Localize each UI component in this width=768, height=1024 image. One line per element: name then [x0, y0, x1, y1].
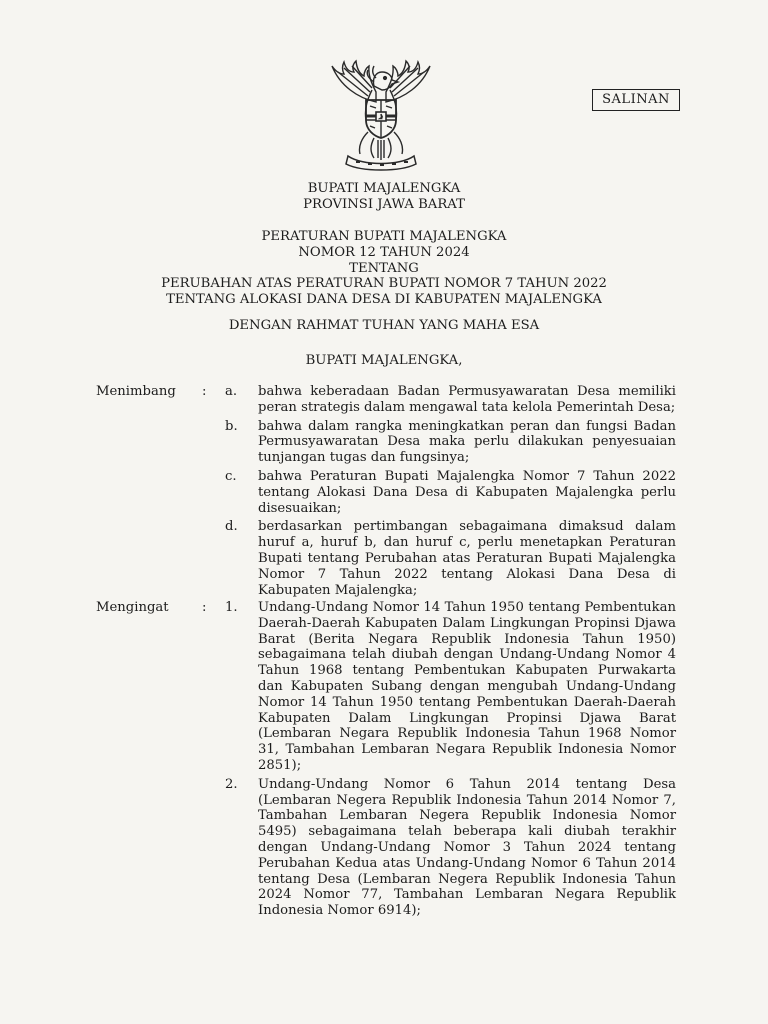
item-number: a. [225, 384, 238, 399]
mengingat-colon: : [202, 600, 207, 615]
authority [0, 353, 768, 369]
mengingat-item [96, 600, 676, 774]
menimbang-item [96, 419, 676, 466]
header-line-1: BUPATI MAJALENGKA [307, 181, 461, 196]
salinan-stamp: SALINAN [592, 89, 680, 111]
item-number: d. [225, 519, 238, 535]
header-line-2: PROVINSI JAWA BARAT [303, 196, 465, 212]
item-number: 2. [225, 776, 238, 792]
item-number: b. [225, 418, 238, 434]
mengingat-label: Mengingat [96, 600, 169, 615]
title-line-1: PERATURAN BUPATI MAJALENGKA [261, 229, 507, 244]
item-text: bahwa dalam rangka meningkatkan peran dan fungsi Badan Permusyawaratan Desa maka perlu dilakukan penyesuaian tunjangan tugas dan fungsinya; [258, 418, 676, 466]
menimbang-label: Menimbang [96, 384, 176, 399]
item-text: bahwa Peraturan Bupati Majalengka Nomor 7 Tahun 2022 tentang Alokasi Dana Desa di Kabupaten Majalengka perlu disesuaikan; [258, 468, 676, 516]
title-line-3: TENTANG [349, 260, 419, 276]
mengingat-item [96, 777, 676, 919]
menimbang-section [96, 384, 676, 601]
menimbang-item [96, 519, 676, 598]
title-line-4: PERUBAHAN ATAS PERATURAN BUPATI NOMOR 7 TAHUN 2022 [161, 276, 607, 292]
garuda-emblem-icon [318, 58, 444, 172]
item-number: c. [225, 468, 237, 484]
item-text: Undang-Undang Nomor 14 Tahun 1950 tentang Pembentukan Daerah-Daerah Kabupaten Dalam Lingkungan Propinsi Djawa Barat (Berita Negara Republik Indonesia Tahun 1950) sebagaimana telah diubah dengan Undang-Undang Nomor 4 Tahun 1968 tentang Pembentukan Kabupaten Purwakarta dan Kabupaten Subang dengan mengubah Undang-Undang Nomor 14 Tahun 1950 tentang Pembentukan Daerah-Daerah Kabupaten Dalam Lingkungan Propinsi Djawa Barat (Lembaran Negara Republik Indonesia Tahun 1968 Nomor 31, Tambahan Lembaran Negara Republik Indonesia Nomor 2851); [258, 600, 676, 773]
item-text: berdasarkan pertimbangan sebagaimana dimaksud dalam huruf a, huruf b, dan huruf c, perlu menetapkan Peraturan Bupati tentang Perubahan atas Peraturan Bupati Majalengka Nomor 7 Tahun 2022 tentang Alokasi Dana Desa di Kabupaten Majalengka; [258, 519, 676, 598]
menimbang-colon: : [202, 384, 207, 399]
mengingat-section [96, 600, 676, 922]
opening-phrase [0, 318, 768, 334]
regulation-title [0, 229, 768, 308]
item-text: Undang-Undang Nomor 6 Tahun 2014 tentang Desa (Lembaran Negera Republik Indonesia Tahun 2014 Nomor 7, Tambahan Lembaran Negera Republik Indonesia Nomor 5495) sebagaimana telah beberapa kali diubah terakhir dengan Undang-Undang Nomor 3 Tahun 2024 tentang Perubahan Kedua atas Undang-Undang Nomor 6 Tahun 2014 tentang Desa (Lembaran Negera Republik Indonesia Tahun 2024 Nomor 77, Tambahan Lembaran Negara Republik Indonesia Nomor 6914); [258, 776, 676, 919]
title-line-5: TENTANG ALOKASI DANA DESA DI KABUPATEN MAJALENGKA [166, 292, 602, 308]
item-number: 1. [225, 600, 238, 615]
menimbang-item [96, 384, 676, 416]
item-text: bahwa keberadaan Badan Permusyawaratan Desa memiliki peran strategis dalam mengawal tata kelola Pemerintah Desa; [258, 384, 676, 415]
regent-header [0, 181, 768, 213]
menimbang-item [96, 469, 676, 516]
authority-line: BUPATI MAJALENGKA, [305, 353, 463, 368]
opening-line: DENGAN RAHMAT TUHAN YANG MAHA ESA [228, 318, 540, 333]
title-line-2: NOMOR 12 TAHUN 2024 [298, 244, 470, 260]
